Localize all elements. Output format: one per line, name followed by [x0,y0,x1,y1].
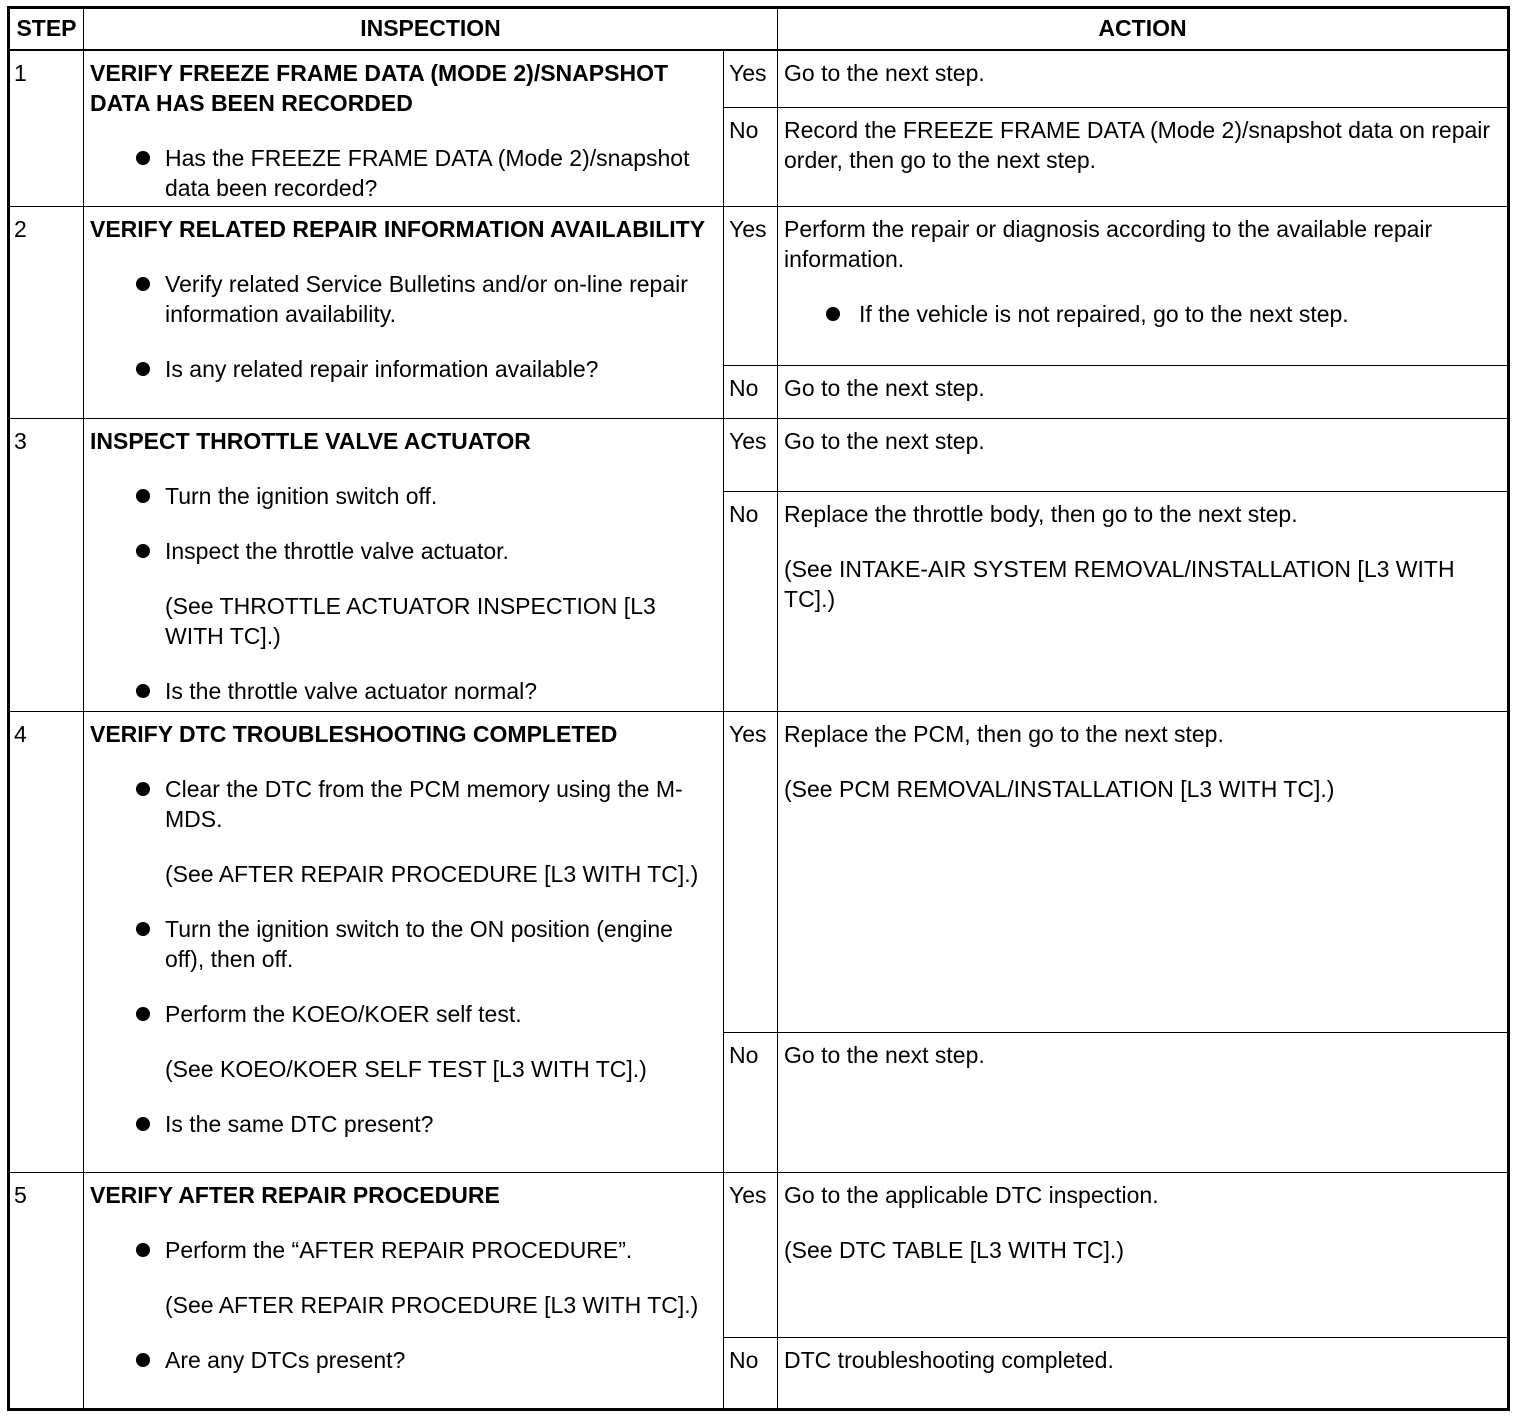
action-reference: (See INTAKE-AIR SYSTEM REMOVAL/INSTALLATION [L3 WITH TC].) [784,556,1455,612]
action-bullet: If the vehicle is not repaired, go to the next step. [784,299,1501,329]
yes-action [778,50,1509,108]
step-number: 5 [9,1173,84,1410]
no-label: No [724,492,778,712]
bullet-item: Are any DTCs present? [90,1345,715,1375]
action-text: Go to the next step. [784,59,985,86]
bullet-item: Perform the “AFTER REPAIR PROCEDURE”. [90,1235,715,1265]
step-number: 1 [9,50,84,207]
inspection-cell [84,712,724,1173]
bullet-item: Has the FREEZE FRAME DATA (Mode 2)/snapshot data been recorded? [90,143,715,203]
no-label: No [724,1033,778,1173]
yes-action [778,207,1509,366]
bullet-item: Verify related Service Bulletins and/or on-line repair information availability. [90,269,715,329]
yes-label: Yes [724,50,778,108]
step-title: VERIFY FREEZE FRAME DATA (MODE 2)/SNAPSHOT DATA HAS BEEN RECORDED [90,59,669,116]
action-text: Go to the next step. [784,428,985,454]
action-text: Record the FREEZE FRAME DATA (Mode 2)/snapshot data on repair order, then go to the next step. [784,117,1491,173]
table-row [9,207,1509,366]
no-label: No [724,1338,778,1410]
header-inspection: INSPECTION [84,8,778,50]
table-row [9,419,1509,492]
step-title: VERIFY RELATED REPAIR INFORMATION AVAILABILITY [90,216,706,242]
action-text: Perform the repair or diagnosis according to the available repair information. [784,216,1433,272]
action-text: Go to the next step. [784,1042,985,1068]
inspection-cell [84,419,724,712]
reference-text: (See AFTER REPAIR PROCEDURE [L3 WITH TC].) [165,861,699,887]
action-reference: (See PCM REMOVAL/INSTALLATION [L3 WITH TC].) [784,776,1335,802]
step-number: 4 [9,712,84,1173]
yes-label: Yes [724,1173,778,1338]
table-row [9,50,1509,108]
table-row [9,712,1509,1033]
action-reference: (See DTC TABLE [L3 WITH TC].) [784,1237,1124,1263]
reference-text: (See KOEO/KOER SELF TEST [L3 WITH TC].) [165,1056,647,1082]
yes-action [778,1173,1509,1338]
action-text: Go to the applicable DTC inspection. [784,1182,1159,1208]
step-title: VERIFY DTC TROUBLESHOOTING COMPLETED [90,721,618,747]
bullet-item: Turn the ignition switch to the ON position (engine off), then off. [90,914,715,974]
bullet-item: Is the same DTC present? [90,1109,715,1139]
no-action [778,1033,1509,1173]
step-number: 3 [9,419,84,712]
bullet-item: Perform the KOEO/KOER self test. [90,999,715,1029]
step-title: VERIFY AFTER REPAIR PROCEDURE [90,1182,500,1208]
header-action: ACTION [778,8,1509,50]
step-number: 2 [9,207,84,419]
diagnostic-table [7,6,1510,1411]
bullet-item: Turn the ignition switch off. [90,481,715,511]
no-label: No [724,366,778,419]
yes-label: Yes [724,207,778,366]
step-title: INSPECT THROTTLE VALVE ACTUATOR [90,428,531,454]
reference-text: (See AFTER REPAIR PROCEDURE [L3 WITH TC].) [165,1292,699,1318]
yes-label: Yes [724,419,778,492]
yes-action [778,419,1509,492]
table-row [9,1173,1509,1338]
no-label: No [724,108,778,207]
yes-action [778,712,1509,1033]
no-action [778,1338,1509,1410]
header-row [9,8,1509,50]
inspection-cell [84,1173,724,1410]
action-text: DTC troubleshooting completed. [784,1347,1114,1373]
inspection-cell [84,50,724,207]
no-action [778,108,1509,207]
header-step: STEP [9,8,84,50]
no-action [778,492,1509,712]
bullet-item: Clear the DTC from the PCM memory using the M-MDS. [90,774,715,834]
inspection-cell [84,207,724,419]
no-action [778,366,1509,419]
action-text: Go to the next step. [784,375,985,401]
action-text: Replace the PCM, then go to the next step. [784,721,1224,747]
bullet-item: Is the throttle valve actuator normal? [90,676,715,706]
reference-text: (See THROTTLE ACTUATOR INSPECTION [L3 WITH TC].) [165,593,656,649]
bullet-item: Is any related repair information available? [90,354,715,384]
yes-label: Yes [724,712,778,1033]
action-text: Replace the throttle body, then go to the next step. [784,501,1298,527]
bullet-item: Inspect the throttle valve actuator. [90,536,715,566]
